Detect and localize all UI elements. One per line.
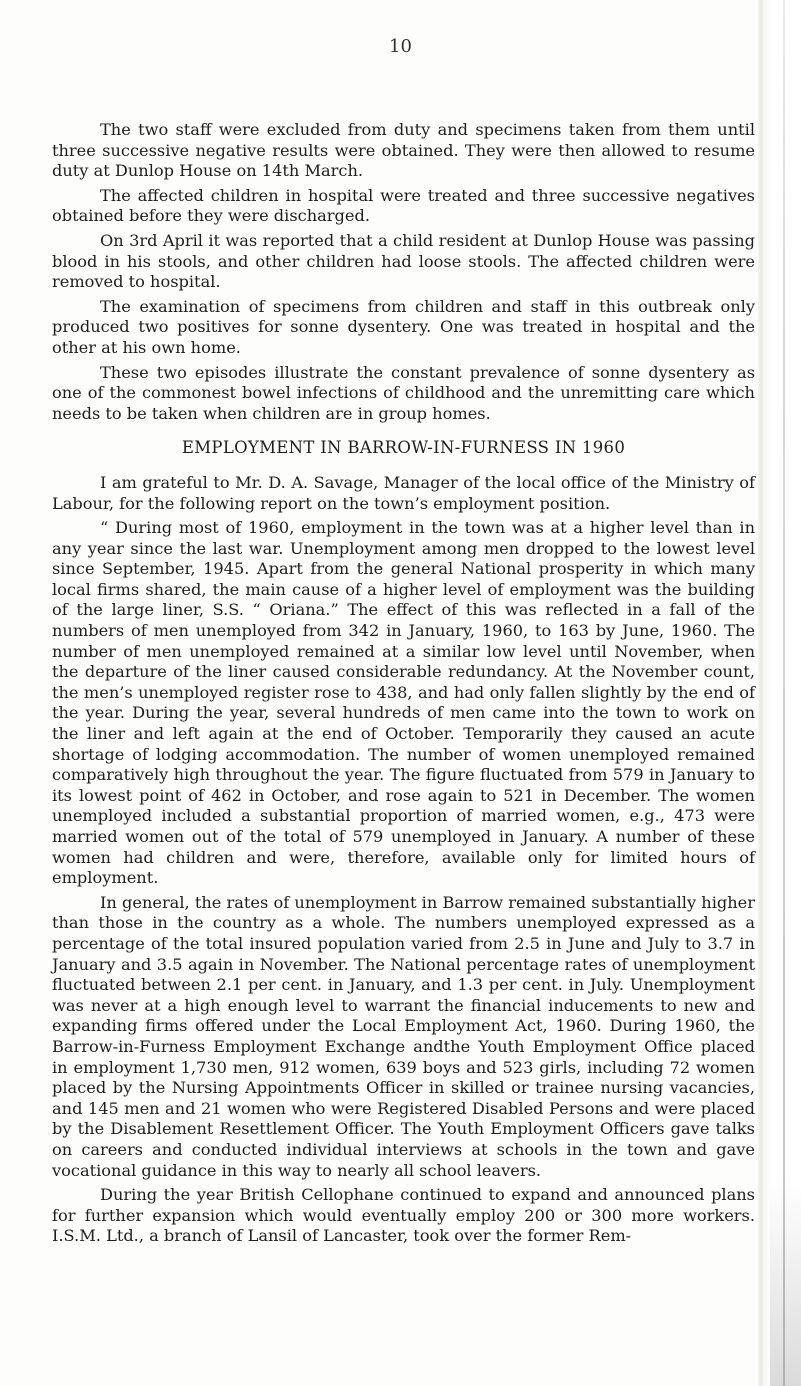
page-gutter-shadow: [758, 0, 801, 1386]
page-body: [52, 120, 755, 1251]
paragraph: The examination of specimens from children and staff in this outbreak only produced two positives for sonne dysentery. One was treated in hospital and the other at his own home.: [52, 296, 755, 357]
paragraph: These two episodes illustrate the constant prevalence of sonne dysentery as one of the commonest bowel infections of childhood and the unremitting care which needs to be taken when children are in group homes.: [52, 362, 755, 423]
paragraph: On 3rd April it was reported that a child resident at Dunlop House was passing blood in his stools, and other children had loose stools. The affected children were removed to hospital.: [52, 230, 755, 292]
page-number: 10: [389, 36, 412, 57]
paragraph: In general, the rates of unemployment in Barrow remained substantially higher than those in the country as a whole. The numbers unemployed expressed as a percentage of the total insured population varied from 2.5 in June and July to 3.7 in January and 3.5 again in November. The National percentage rates of unemployment fluctuated between 2.1 per cent. in January, and 1.3 per cent. in July. Unemployment was never at a high enough level to warrant the financial inducements to new and expanding firms offered under the Local Employment Act, 1960. During 1960, the Barrow-in-Furness Employment Exchange andthe Youth Employment Office placed in employment 1,730 men, 912 women, 639 boys and 523 girls, including 72 women placed by the Nursing Appointments Officer in skilled or trainee nursing vacancies, and 145 men and 21 women who were Registered Disabled Persons and were placed by the Disablement Resettlement Officer. The Youth Employment Officers gave talks on careers and conducted individual interviews at schools in the town and gave vocational guidance in this way to nearly all school leavers.: [52, 892, 755, 1180]
paragraph: The two staff were excluded from duty and specimens taken from them until three successive negative results were obtained. They were then allowed to resume duty at Dunlop House on 14th March.: [52, 120, 755, 181]
paragraph: During the year British Cellophane continued to expand and announced plans for further expansion which would eventually employ 200 or 300 more workers. I.S.M. Ltd., a branch of Lansil of Lancaster, took over the former Rem-: [52, 1185, 755, 1246]
page-edge-line: [783, 0, 785, 1386]
paragraph: “ During most of 1960, employment in the town was at a higher level than in any year since the last war. Unemployment among men dropped to the lowest level since September, 1945. Apart from the general National prosperity in which many local firms shared, the main cause of a higher level of employment was the building of the large liner, S.S. “ Oriana.” The effect of this was reflected in a fall of the numbers of men unemployed from 342 in January, 1960, to 163 by June, 1960. The number of men unemployed remained at a similar low level until November, when the departure of the liner caused considerable redundancy. At the November count, the men’s unemployed register rose to 438, and had only fallen slightly by the end of the year. During the year, several hundreds of men came into the town to work on the liner and left again at the end of October. Temporarily they caused an acute shortage of lodging accommodation. The number of women unemployed remained comparatively high throughout the year. The figure fluctuated from 579 in January to its lowest point of 462 in October, and rose again to 521 in December. The women unemployed included a substantial proportion of married women, e.g., 473 were married women out of the total of 579 unemployed in January. A number of these women had children and were, therefore, available only for limited hours of employment.: [52, 518, 755, 888]
page-edge-fade: [770, 1180, 801, 1386]
section-heading: EMPLOYMENT IN BARROW-IN-FURNESS IN 1960: [181, 438, 626, 458]
paragraph: I am grateful to Mr. D. A. Savage, Manager of the local office of the Ministry of Labour, for the following report on the town’s employment position.: [52, 472, 755, 513]
paragraph: The affected children in hospital were treated and three successive negatives obtained before they were discharged.: [52, 185, 755, 226]
